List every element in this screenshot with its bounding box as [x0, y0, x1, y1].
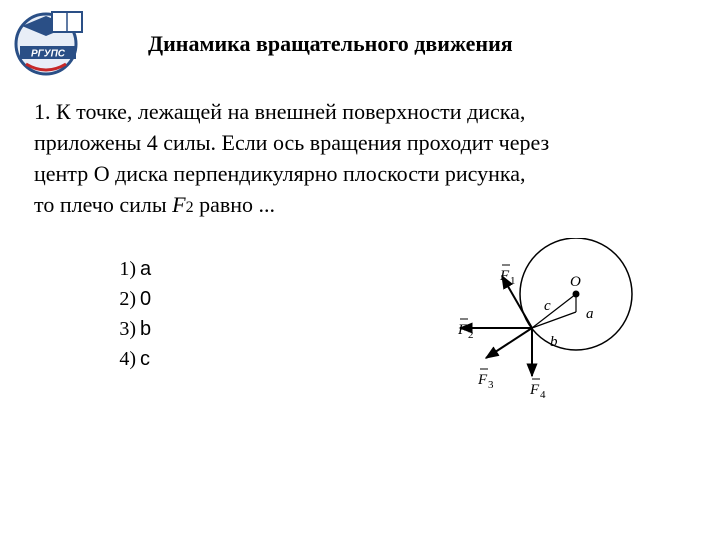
- f2-sub: 2: [468, 329, 474, 341]
- answer-option-1[interactable]: [100, 258, 151, 288]
- force-label-f2: [457, 319, 474, 341]
- f2-var: F: [458, 322, 468, 338]
- force-label-f3: [477, 369, 494, 391]
- question-line-4-post: равно ...: [193, 192, 276, 217]
- f4-var: F: [530, 382, 540, 398]
- force-f3-arrow: [486, 328, 532, 358]
- option-number: 4): [119, 348, 136, 370]
- force-variable: F: [172, 192, 186, 217]
- option-number: 2): [119, 288, 136, 310]
- force-label-f4: [529, 379, 546, 401]
- page-title: Динамика вращательного движения: [148, 31, 513, 56]
- answer-option-2[interactable]: [100, 288, 151, 318]
- answer-options: [100, 258, 151, 378]
- disk-forces-diagram: [440, 238, 650, 408]
- option-number: 1): [119, 258, 136, 280]
- f1-var: F: [500, 268, 510, 284]
- option-number: 3): [119, 318, 136, 340]
- f3-sub: 3: [488, 379, 494, 391]
- label-b: b: [550, 334, 558, 350]
- option-value: 0: [140, 288, 152, 310]
- question-line-4: [34, 189, 694, 223]
- label-a: a: [586, 306, 594, 322]
- option-value: a: [140, 258, 152, 280]
- force-subscript: 2: [185, 199, 194, 216]
- force-label-f1: [499, 265, 516, 287]
- segment-b-line: [532, 312, 576, 328]
- option-value: c: [140, 348, 150, 370]
- label-c: c: [544, 298, 551, 314]
- f3-var: F: [478, 372, 488, 388]
- question-line-2: приложены 4 силы. Если ось вращения проходит через: [34, 130, 550, 155]
- f4-sub: 4: [540, 389, 546, 401]
- question-text: [34, 96, 694, 223]
- question-line-3: центр О диска перпендикулярно плоскости рисунка,: [34, 161, 526, 186]
- answer-option-3[interactable]: [100, 318, 151, 348]
- answer-option-4[interactable]: [100, 348, 151, 378]
- logo-text: РГУПС: [31, 48, 65, 60]
- university-logo: [6, 6, 90, 78]
- center-label: O: [570, 274, 581, 290]
- f1-sub: 1: [510, 275, 516, 287]
- option-value: b: [140, 318, 152, 340]
- question-line-4-pre: то плечо силы: [34, 192, 173, 217]
- question-line-1: 1. К точке, лежащей на внешней поверхности диска,: [34, 99, 526, 124]
- radius-c-line: [532, 294, 576, 328]
